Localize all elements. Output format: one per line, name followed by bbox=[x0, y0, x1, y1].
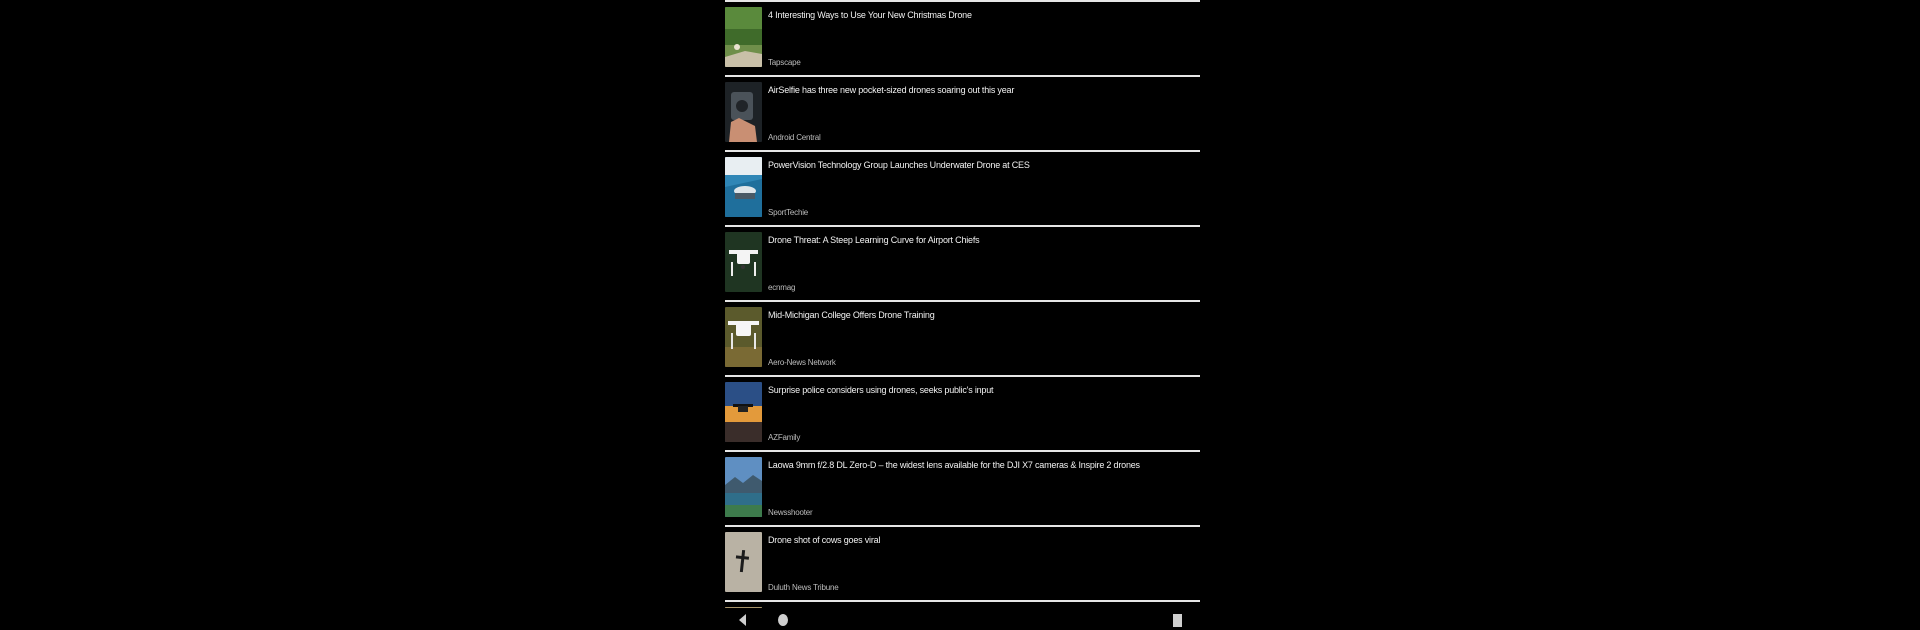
news-item[interactable] bbox=[725, 304, 1200, 374]
news-thumbnail bbox=[725, 232, 762, 292]
divider bbox=[725, 75, 1200, 77]
news-source: Aero-News Network bbox=[768, 358, 836, 367]
news-item[interactable] bbox=[725, 529, 1200, 599]
divider bbox=[725, 150, 1200, 152]
divider bbox=[725, 300, 1200, 302]
news-item[interactable] bbox=[725, 229, 1200, 299]
back-icon bbox=[734, 612, 752, 628]
news-title: PowerVision Technology Group Launches Underwater Drone at CES bbox=[768, 160, 1030, 170]
news-thumbnail bbox=[725, 532, 762, 592]
news-title: Surprise police considers using drones, seeks public's input bbox=[768, 385, 994, 395]
news-thumbnail bbox=[725, 82, 762, 142]
system-navigation-bar bbox=[725, 608, 1200, 630]
divider bbox=[725, 600, 1200, 602]
news-thumbnail bbox=[725, 382, 762, 442]
news-source: AZFamily bbox=[768, 433, 801, 442]
recents-button[interactable] bbox=[1169, 612, 1187, 628]
divider bbox=[725, 225, 1200, 227]
news-item[interactable] bbox=[725, 154, 1200, 224]
news-item[interactable] bbox=[725, 79, 1200, 149]
news-item[interactable] bbox=[725, 4, 1200, 74]
news-source: SportTechie bbox=[768, 208, 809, 217]
news-thumbnail bbox=[725, 457, 762, 517]
news-source: Newsshooter bbox=[768, 508, 813, 517]
news-title: AirSelfie has three new pocket-sized drones soaring out this year bbox=[768, 85, 1015, 95]
divider bbox=[725, 525, 1200, 527]
news-title: Drone shot of cows goes viral bbox=[768, 535, 881, 545]
news-thumbnail bbox=[725, 307, 762, 367]
recents-icon bbox=[1169, 612, 1187, 628]
news-source: Android Central bbox=[768, 133, 821, 142]
home-button[interactable] bbox=[774, 612, 792, 628]
news-title: Mid-Michigan College Offers Drone Training bbox=[768, 310, 935, 320]
news-source: Tapscape bbox=[768, 58, 801, 67]
news-thumbnail bbox=[725, 7, 762, 67]
home-icon bbox=[774, 612, 792, 628]
news-item[interactable] bbox=[725, 379, 1200, 449]
news-title: Laowa 9mm f/2.8 DL Zero-D – the widest lens available for the DJI X7 cameras & Inspire 2 drones bbox=[768, 460, 1140, 470]
back-button[interactable] bbox=[734, 612, 752, 628]
news-screen bbox=[725, 0, 1200, 630]
divider bbox=[725, 375, 1200, 377]
divider bbox=[725, 450, 1200, 452]
news-title: Drone Threat: A Steep Learning Curve for Airport Chiefs bbox=[768, 235, 980, 245]
news-item[interactable] bbox=[725, 454, 1200, 524]
news-title: 4 Interesting Ways to Use Your New Christmas Drone bbox=[768, 10, 972, 20]
news-thumbnail bbox=[725, 157, 762, 217]
news-source: Duluth News Tribune bbox=[768, 583, 839, 592]
news-feed-list[interactable] bbox=[725, 0, 1200, 630]
news-source: ecnmag bbox=[768, 283, 796, 292]
divider bbox=[725, 0, 1200, 2]
